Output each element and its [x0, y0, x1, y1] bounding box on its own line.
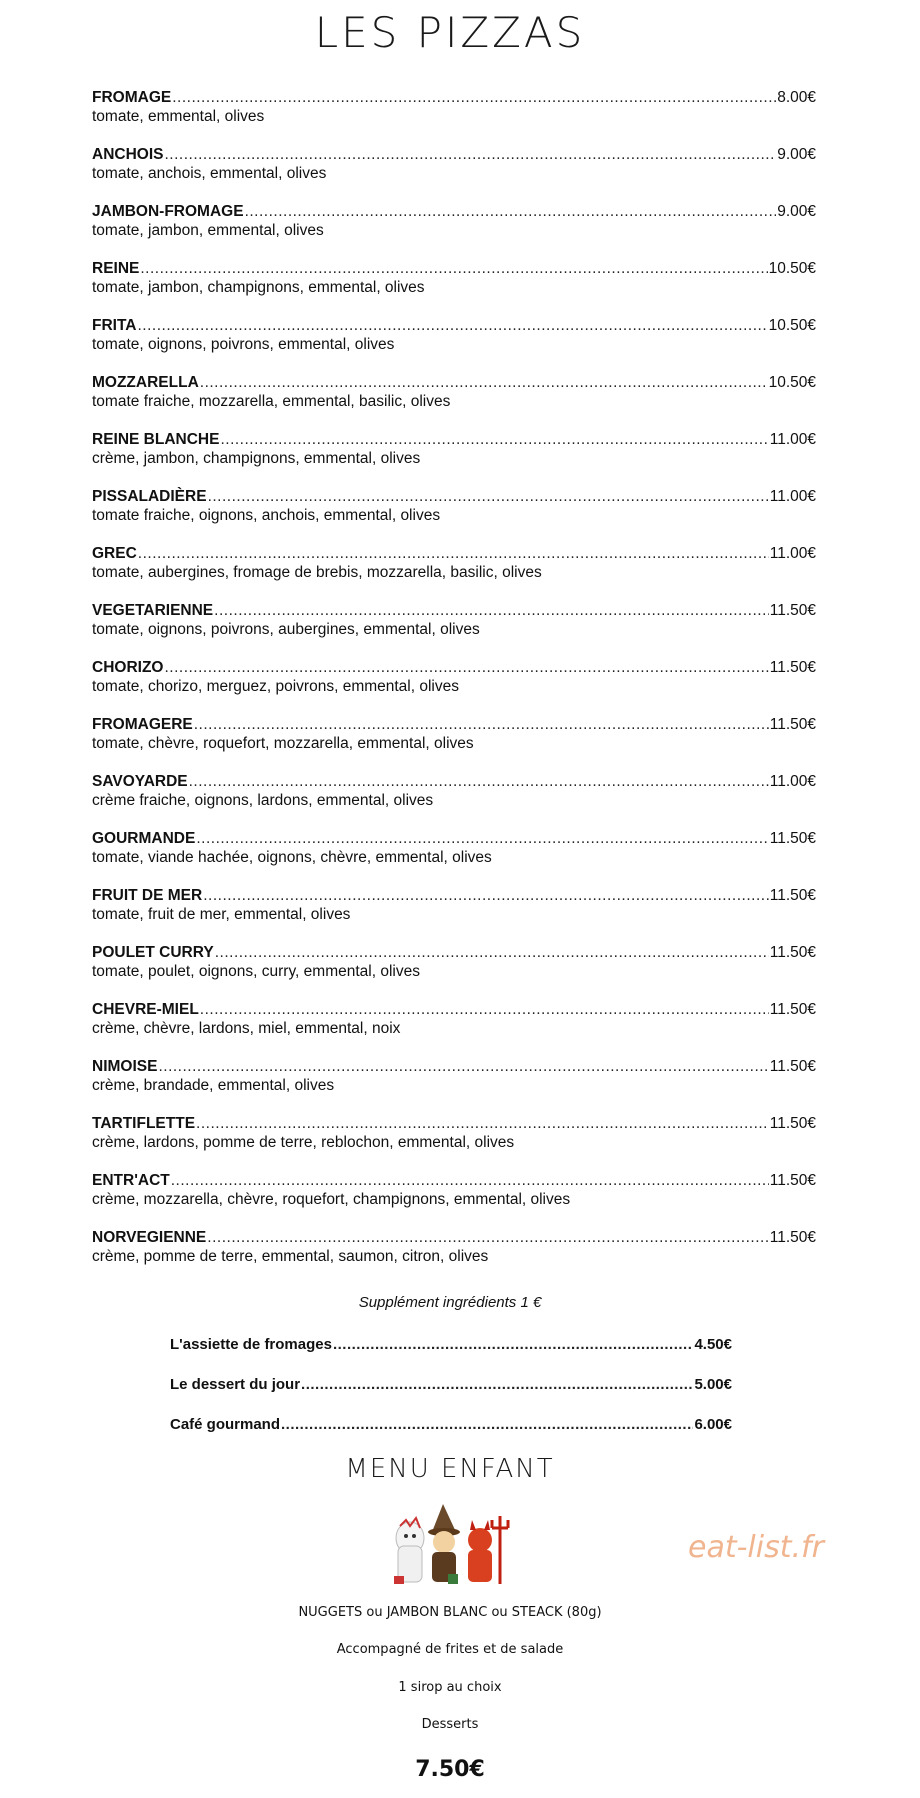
pizza-row — [92, 1228, 816, 1247]
pizza-ingredients: tomate fraiche, oignons, anchois, emmental, olives — [92, 507, 441, 524]
pizza-price: 10.50€ — [768, 260, 816, 277]
kids-costume-illustration — [388, 1498, 518, 1588]
pizza-ingredients: tomate, chèvre, roquefort, mozzarella, emmental, olives — [92, 735, 474, 752]
pizza-name: REINE BLANCHE — [92, 431, 220, 448]
pizza-row — [92, 943, 816, 962]
pizza-item — [92, 1114, 816, 1171]
pizza-item — [92, 886, 816, 943]
dot-leader — [194, 715, 769, 734]
pizza-row — [92, 88, 816, 107]
dot-leader — [164, 658, 768, 677]
pizza-row — [92, 715, 816, 734]
kids-menu-line: NUGGETS ou JAMBON BLANC ou STEACK (80g) — [298, 1605, 602, 1620]
pizza-item — [92, 430, 816, 487]
pizza-row — [92, 487, 816, 506]
pizza-price: 11.50€ — [769, 1058, 816, 1075]
pizza-ingredients: crème, pomme de terre, emmental, saumon, citron, olives — [92, 1248, 489, 1265]
pizza-ingredients: crème, brandade, emmental, olives — [92, 1077, 335, 1094]
pizza-ingredients: tomate, viande hachée, oignons, chèvre, emmental, olives — [92, 849, 492, 866]
pizza-row — [92, 316, 816, 335]
pizza-name: NIMOISE — [92, 1058, 158, 1075]
pizza-name: FROMAGERE — [92, 716, 193, 733]
dot-leader — [158, 1057, 768, 1076]
pizza-name: JAMBON-FROMAGE — [92, 203, 244, 220]
pizza-item — [92, 373, 816, 430]
pizza-item — [92, 1057, 816, 1114]
dot-leader — [203, 886, 769, 905]
extra-item — [170, 1336, 732, 1376]
pizza-price: 11.00€ — [769, 488, 816, 505]
pizza-price: 11.50€ — [769, 1229, 816, 1246]
dot-leader — [196, 1114, 769, 1133]
pizza-row — [92, 202, 816, 221]
dot-leader — [281, 1416, 693, 1433]
pizza-row — [92, 259, 816, 278]
pizza-ingredients: tomate, jambon, emmental, olives — [92, 222, 324, 239]
extra-name: Le dessert du jour — [170, 1376, 301, 1393]
pizza-price: 11.00€ — [769, 773, 816, 790]
pizza-row — [92, 601, 816, 620]
pizza-name: FRUIT DE MER — [92, 887, 203, 904]
pizza-item — [92, 88, 816, 145]
extra-name: Café gourmand — [170, 1416, 281, 1433]
dot-leader — [138, 544, 769, 563]
pizza-ingredients: tomate, poulet, oignons, curry, emmental, olives — [92, 963, 420, 980]
pizza-name: GREC — [92, 545, 137, 562]
pizza-price: 9.00€ — [777, 146, 816, 163]
pizza-item — [92, 601, 816, 658]
pizza-item — [92, 715, 816, 772]
pizza-ingredients: crème, chèvre, lardons, miel, emmental, noix — [92, 1020, 401, 1037]
dot-leader — [215, 943, 769, 962]
dot-leader — [196, 829, 768, 848]
pizza-price: 11.50€ — [769, 830, 816, 847]
dot-leader — [333, 1336, 693, 1353]
pizza-name: NORVEGIENNE — [92, 1229, 207, 1246]
watermark: eat-list.fr — [688, 1530, 824, 1565]
pizza-item — [92, 1000, 816, 1057]
pizza-item — [92, 544, 816, 601]
pizza-name: FROMAGE — [92, 89, 172, 106]
pizza-name: POULET CURRY — [92, 944, 214, 961]
pizza-row — [92, 829, 816, 848]
pizza-row — [92, 886, 816, 905]
dot-leader — [137, 316, 767, 335]
kids-menu-price: 7.50€ — [415, 1757, 485, 1782]
pizza-price: 11.00€ — [769, 431, 816, 448]
pizza-price: 11.50€ — [769, 716, 816, 733]
extra-price: 6.00€ — [694, 1416, 732, 1433]
pizza-ingredients: tomate, aubergines, fromage de brebis, mozzarella, basilic, olives — [92, 564, 542, 581]
pizza-name: CHORIZO — [92, 659, 164, 676]
extra-name: L'assiette de fromages — [170, 1336, 332, 1353]
pizza-row — [92, 430, 816, 449]
extra-item — [170, 1376, 732, 1416]
page-title: LES PIZZAS — [314, 8, 586, 57]
pizza-ingredients: tomate, oignons, poivrons, aubergines, emmental, olives — [92, 621, 480, 638]
pizza-ingredients: crème, lardons, pomme de terre, reblochon, emmental, olives — [92, 1134, 515, 1151]
pizza-item — [92, 487, 816, 544]
pizza-price: 11.50€ — [769, 602, 816, 619]
supplement-note: Supplément ingrédients 1 € — [358, 1294, 542, 1311]
pizza-price: 11.50€ — [769, 887, 816, 904]
pizza-ingredients: tomate, jambon, champignons, emmental, olives — [92, 279, 425, 296]
pizza-ingredients: tomate, emmental, olives — [92, 108, 265, 125]
dot-leader — [245, 202, 777, 221]
pizza-name: PISSALADIÈRE — [92, 488, 207, 505]
pizza-item — [92, 145, 816, 202]
pizza-item — [92, 259, 816, 316]
dot-leader — [208, 487, 769, 506]
pizza-name: ANCHOIS — [92, 146, 164, 163]
pizza-ingredients: crème, mozzarella, chèvre, roquefort, champignons, emmental, olives — [92, 1191, 571, 1208]
menu-enfant-title: MENU ENFANT — [345, 1454, 555, 1484]
pizza-row — [92, 544, 816, 563]
pizza-item — [92, 1171, 816, 1228]
pizza-item — [92, 829, 816, 886]
pizza-price: 10.50€ — [768, 317, 816, 334]
pizza-price: 11.50€ — [769, 1172, 816, 1189]
pizza-name: GOURMANDE — [92, 830, 196, 847]
pizza-ingredients: tomate, anchois, emmental, olives — [92, 165, 327, 182]
pizza-row — [92, 1057, 816, 1076]
pizza-price: 11.50€ — [769, 944, 816, 961]
dot-leader — [220, 430, 768, 449]
pizza-item — [92, 316, 816, 373]
pizza-row — [92, 145, 816, 164]
pizza-name: REINE — [92, 260, 140, 277]
pizza-price: 11.50€ — [769, 659, 816, 676]
pizza-ingredients: crème fraiche, oignons, lardons, emmental, olives — [92, 792, 434, 809]
pizza-price: 11.50€ — [769, 1001, 816, 1018]
pizza-ingredients: tomate fraiche, mozzarella, emmental, basilic, olives — [92, 393, 451, 410]
extra-item — [170, 1416, 732, 1456]
pizza-item — [92, 943, 816, 1000]
pizza-row — [92, 1171, 816, 1190]
pizza-ingredients: tomate, fruit de mer, emmental, olives — [92, 906, 351, 923]
pizza-row — [92, 658, 816, 677]
kids-menu-line: Desserts — [421, 1717, 479, 1732]
pizza-item — [92, 772, 816, 829]
pizza-row — [92, 772, 816, 791]
pizza-list — [92, 88, 816, 1285]
pizza-name: VEGETARIENNE — [92, 602, 214, 619]
pizza-row — [92, 373, 816, 392]
dot-leader — [301, 1376, 693, 1393]
pizza-name: TARTIFLETTE — [92, 1115, 196, 1132]
kids-menu-line: Accompagné de frites et de salade — [336, 1642, 564, 1657]
pizza-row — [92, 1000, 816, 1019]
dot-leader — [140, 259, 767, 278]
pizza-item — [92, 1228, 816, 1285]
pizza-name: FRITA — [92, 317, 137, 334]
dot-leader — [214, 601, 769, 620]
pizza-ingredients: tomate, chorizo, merguez, poivrons, emmental, olives — [92, 678, 459, 695]
pizza-price: 11.00€ — [769, 545, 816, 562]
dot-leader — [171, 1171, 769, 1190]
pizza-name: SAVOYARDE — [92, 773, 188, 790]
dot-leader — [200, 373, 768, 392]
pizza-name: CHEVRE-MIEL — [92, 1001, 199, 1018]
pizza-name: ENTR'ACT — [92, 1172, 170, 1189]
extra-price: 5.00€ — [694, 1376, 732, 1393]
dot-leader — [200, 1000, 769, 1019]
extra-price: 4.50€ — [694, 1336, 732, 1353]
extras-list — [170, 1336, 732, 1456]
dot-leader — [189, 772, 769, 791]
pizza-price: 10.50€ — [768, 374, 816, 391]
pizza-price: 9.00€ — [777, 203, 816, 220]
dot-leader — [164, 145, 776, 164]
pizza-item — [92, 658, 816, 715]
pizza-item — [92, 202, 816, 259]
pizza-ingredients: tomate, oignons, poivrons, emmental, olives — [92, 336, 395, 353]
pizza-row — [92, 1114, 816, 1133]
pizza-name: MOZZARELLA — [92, 374, 199, 391]
pizza-price: 11.50€ — [769, 1115, 816, 1132]
dot-leader — [207, 1228, 768, 1247]
pizza-price: 8.00€ — [777, 89, 816, 106]
kids-menu-line: 1 sirop au choix — [398, 1680, 502, 1695]
dot-leader — [172, 88, 776, 107]
pizza-ingredients: crème, jambon, champignons, emmental, olives — [92, 450, 421, 467]
